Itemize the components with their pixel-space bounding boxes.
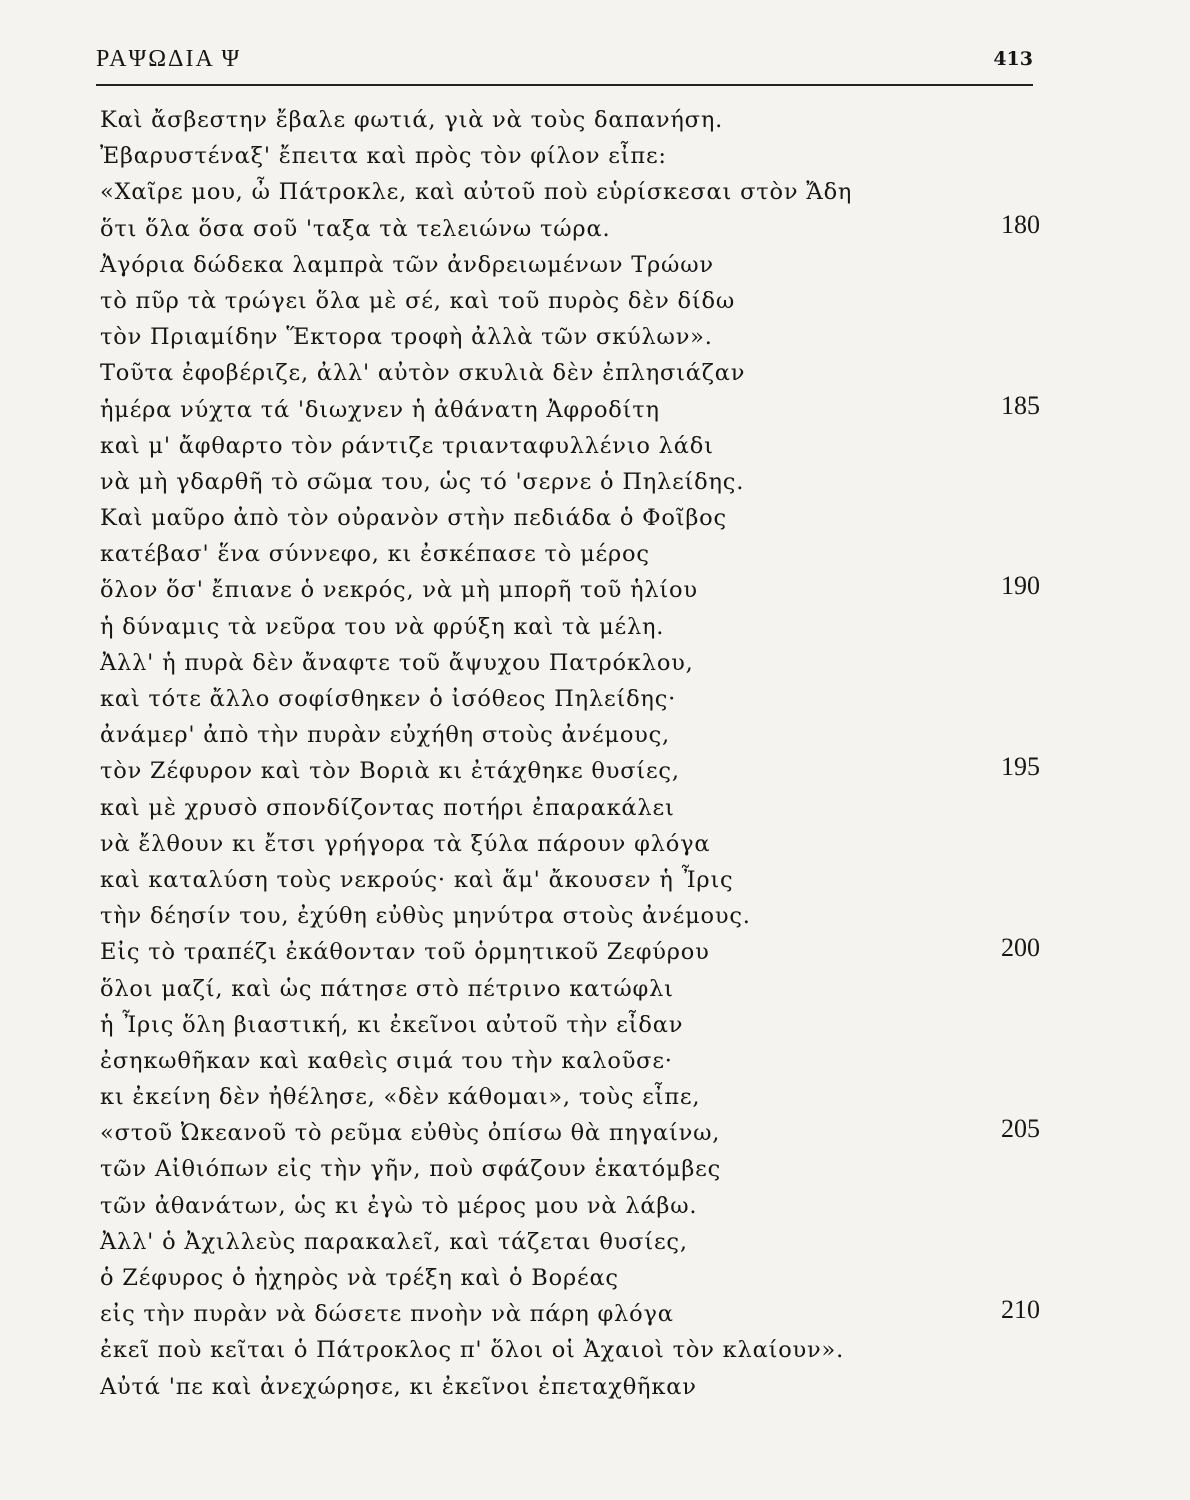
running-title: ΡΑΨΩΔΙΑ Ψ xyxy=(96,46,242,72)
verse-text: Καὶ ἄσβεστην ἔβαλε φωτιά, γιὰ νὰ τοὺς δαπανήση. xyxy=(100,107,724,133)
verse-text: νὰ μὴ γδαρθῆ τὸ σῶμα του, ὡς τό 'σερνε ὁ Πηλείδης. xyxy=(100,468,745,495)
verse-text: ἡ δύναμις τὰ νεῦρα του νὰ φρύξη καὶ τὰ μέλη. xyxy=(100,613,665,640)
verse-line xyxy=(0,428,1190,464)
verse-text: ἡ Ἶρις ὅλη βιαστική, κι ἐκεῖνοι αὐτοῦ τὴν εἶδαν xyxy=(100,1011,684,1038)
verse-line xyxy=(0,826,1190,862)
page-header xyxy=(96,46,1033,86)
verse-text: νὰ ἔλθουν κι ἔτσι γρήγορα τὰ ξύλα πάρουν φλόγα xyxy=(100,830,711,857)
verse-text: Αὐτά 'πε καὶ ἀνεχώρησε, κι ἐκεῖνοι ἐπεταχθῆκαν xyxy=(100,1373,697,1400)
verse-text: Ἀλλ' ὁ Ἀχιλλεὺς παρακαλεῖ, καὶ τάζεται θυσίες, xyxy=(100,1228,688,1255)
verse-line xyxy=(0,1224,1190,1260)
verse-text: Τοῦτα ἐφοβέριζε, ἀλλ' αὐτὸν σκυλιὰ δὲν ἐπλησιάζαν xyxy=(100,360,746,387)
verse-text: εἰς τὴν πυρὰν νὰ δώσετε πνοὴν νὰ πάρη φλόγα xyxy=(100,1301,674,1328)
verse-line xyxy=(0,1151,1190,1187)
line-number: 200 xyxy=(1001,933,1040,963)
verse-text: τῶν Αἰθιόπων εἰς τὴν γῆν, ποὺ σφάζουν ἑκατόμβες xyxy=(100,1156,722,1183)
verse-line xyxy=(0,681,1190,717)
line-number: 210 xyxy=(1001,1295,1040,1325)
verse-text: Καὶ μαῦρο ἀπὸ τὸν οὐρανὸν στὴν πεδιάδα ὁ Φοῖβος xyxy=(100,505,727,532)
verse-line xyxy=(0,283,1190,319)
verse-text: ὅλον ὅσ' ἔπιανε ὁ νεκρός, νὰ μὴ μπορῆ τοῦ ἡλίου xyxy=(100,577,698,604)
verse-line xyxy=(0,102,1190,138)
verse-line xyxy=(0,1043,1190,1079)
verse-text: ἐσηκωθῆκαν καὶ καθεὶς σιμά του τὴν καλοῦσε· xyxy=(100,1047,673,1074)
verse-text: ἀνάμερ' ἀπὸ τὴν πυρὰν εὐχήθη στοὺς ἀνέμους, xyxy=(100,722,671,749)
verse-line xyxy=(0,319,1190,355)
verse-line xyxy=(0,898,1190,934)
verse-text: «Χαῖρε μου, ὦ Πάτροκλε, καὶ αὐτοῦ ποὺ εὑρίσκεσαι στὸν Ἄδη xyxy=(100,179,853,206)
verse-line xyxy=(0,1079,1190,1115)
verse-line xyxy=(0,1007,1190,1043)
verse-text: ἐκεῖ ποὺ κεῖται ὁ Πάτροκλος π' ὅλοι οἱ Ἀχαιοὶ τὸν κλαίουν». xyxy=(100,1337,845,1364)
verse-line xyxy=(0,174,1190,210)
verse-text: Εἰς τὸ τραπέζι ἐκάθονταν τοῦ ὁρμητικοῦ Ζεφύρου xyxy=(100,939,710,966)
verse-text: καὶ μὲ χρυσὸ σπονδίζοντας ποτήρι ἐπαρακάλει xyxy=(100,794,675,821)
verse-text: ὁ Ζέφυρος ὁ ἠχηρὸς νὰ τρέξη καὶ ὁ Βορέας xyxy=(100,1265,619,1291)
line-number: 185 xyxy=(1001,390,1040,420)
verse-text: Ἀλλ' ἡ πυρὰ δὲν ἄναφτε τοῦ ἄψυχου Πατρόκλου, xyxy=(100,649,694,676)
line-number: 190 xyxy=(1001,571,1040,601)
verse-line xyxy=(0,862,1190,898)
verse-line xyxy=(0,138,1190,174)
verse-text: «στοῦ Ὠκεανοῦ τὸ ρεῦμα εὐθὺς ὀπίσω θὰ πηγαίνω, xyxy=(100,1120,721,1147)
verse-text: ἡμέρα νύχτα τά 'διωχνεν ἡ ἀθάνατη Ἀφροδίτη xyxy=(100,396,660,423)
verse-line xyxy=(0,572,1190,608)
verse-line xyxy=(0,645,1190,681)
verse-line xyxy=(0,500,1190,536)
verse-line xyxy=(0,536,1190,572)
verse-text: κατέβασ' ἕνα σύννεφο, κι ἐσκέπασε τὸ μέρος xyxy=(100,541,650,568)
verse-line xyxy=(0,464,1190,500)
verse-text: Ἀγόρια δώδεκα λαμπρὰ τῶν ἀνδρειωμένων Τρώων xyxy=(100,251,714,278)
verse-line xyxy=(0,934,1190,970)
line-number: 205 xyxy=(1001,1114,1040,1144)
page-number: 413 xyxy=(993,48,1033,70)
verse-line xyxy=(0,355,1190,391)
verse-block xyxy=(0,102,1190,1405)
line-number: 180 xyxy=(1001,209,1040,239)
verse-line xyxy=(0,609,1190,645)
verse-text: ὅτι ὅλα ὅσα σοῦ 'ταξα τὰ τελειώνω τώρα. xyxy=(100,215,611,242)
verse-text: ὅλοι μαζί, καὶ ὡς πάτησε στὸ πέτρινο κατώφλι xyxy=(100,975,674,1002)
verse-text: τῶν ἀθανάτων, ὡς κι ἐγὼ τὸ μέρος μου νὰ λάβω. xyxy=(100,1192,698,1219)
verse-line xyxy=(0,247,1190,283)
verse-text: καὶ καταλύση τοὺς νεκρούς· καὶ ἅμ' ἄκουσεν ἡ Ἶρις xyxy=(100,866,734,893)
verse-line xyxy=(0,1369,1190,1405)
verse-text: Ἐβαρυστέναξ' ἔπειτα καὶ πρὸς τὸν φίλον εἶπε: xyxy=(100,143,667,170)
line-number: 195 xyxy=(1001,752,1040,782)
verse-line xyxy=(0,1332,1190,1368)
verse-line xyxy=(0,971,1190,1007)
verse-text: τὸ πῦρ τὰ τρώγει ὅλα μὲ σέ, καὶ τοῦ πυρὸς δὲν δίδω xyxy=(100,287,735,314)
verse-line xyxy=(0,717,1190,753)
verse-text: τὴν δέησίν του, ἐχύθη εὐθὺς μηνύτρα στοὺς ἀνέμους. xyxy=(100,903,751,930)
verse-line xyxy=(0,1296,1190,1332)
verse-text: τὸν Πριαμίδην Ἕκτορα τροφὴ ἀλλὰ τῶν σκύλων». xyxy=(100,324,713,351)
verse-line xyxy=(0,1115,1190,1151)
verse-text: τὸν Ζέφυρον καὶ τὸν Βοριὰ κι ἐτάχθηκε θυσίες, xyxy=(100,758,680,785)
verse-line xyxy=(0,392,1190,428)
verse-line xyxy=(0,1188,1190,1224)
verse-line xyxy=(0,211,1190,247)
verse-text: κι ἐκείνη δὲν ἠθέλησε, «δὲν κάθομαι», τοὺς εἶπε, xyxy=(100,1084,701,1111)
header-rule xyxy=(96,84,1033,86)
verse-text: καὶ τότε ἄλλο σοφίσθηκεν ὁ ἰσόθεος Πηλείδης· xyxy=(100,686,677,712)
verse-line xyxy=(0,790,1190,826)
verse-line xyxy=(0,1260,1190,1296)
verse-text: καὶ μ' ἄφθαρτο τὸν ράντιζε τριανταφυλλένιο λάδι xyxy=(100,432,714,459)
verse-line xyxy=(0,753,1190,789)
